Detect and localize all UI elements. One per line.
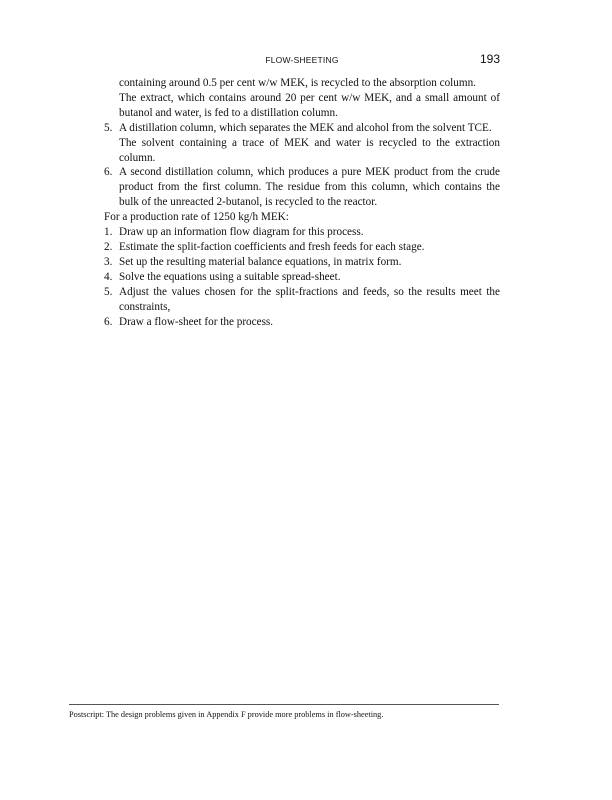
running-head [104, 52, 500, 70]
task-number: 5. [104, 285, 113, 298]
continuation-paragraph: The extract, which contains around 20 per cent w/w MEK, and a small amount of butanol and water, is fed to a distillation column. [119, 91, 500, 119]
process-step-5 [104, 121, 500, 166]
task-text: Adjust the values chosen for the split-fractions and feeds, so the results meet the constraints, [119, 285, 500, 313]
task-number: 3. [104, 255, 113, 268]
task-number: 4. [104, 270, 113, 283]
task-number: 1. [104, 226, 113, 239]
task-item [104, 255, 500, 270]
task-item [104, 225, 500, 240]
task-text: Draw a flow-sheet for the process. [119, 315, 274, 328]
task-number: 6. [104, 315, 113, 328]
footnote: Postscript: The design problems given in Appendix F provide more problems in flow-sheeting. [69, 710, 384, 719]
step-number: 5. [104, 121, 113, 134]
task-text: Set up the resulting material balance equations, in matrix form. [119, 255, 402, 268]
body-text [104, 76, 500, 329]
task-item [104, 240, 500, 255]
step-text: A second distillation column, which produces a pure MEK product from the crude product from the first column. The residue from this column, which contains the bulk of the unreacted 2-butanol, is recycled to the reactor. [119, 166, 500, 209]
page-number: 193 [479, 52, 500, 66]
task-text: Solve the equations using a suitable spread-sheet. [119, 270, 341, 283]
task-number: 2. [104, 240, 113, 253]
task-item [104, 315, 500, 330]
task-text: Draw up an information flow diagram for this process. [119, 226, 364, 239]
continuation-paragraph: containing around 0.5 per cent w/w MEK, is recycled to the absorption column. [119, 77, 476, 89]
task-text: Estimate the split-faction coefficients and fresh feeds for each stage. [119, 240, 425, 253]
task-item [104, 270, 500, 285]
step-text: The solvent containing a trace of MEK and water is recycled to the extraction column. [119, 136, 500, 164]
running-title: FLOW-SHEETING [265, 55, 339, 65]
task-intro: For a production rate of 1250 kg/h MEK: [104, 211, 289, 224]
footnote-divider [69, 704, 499, 705]
task-item [104, 285, 500, 315]
step-text: A distillation column, which separates the MEK and alcohol from the solvent TCE. [119, 121, 492, 134]
process-step-6 [104, 165, 500, 210]
step-number: 6. [104, 166, 113, 179]
